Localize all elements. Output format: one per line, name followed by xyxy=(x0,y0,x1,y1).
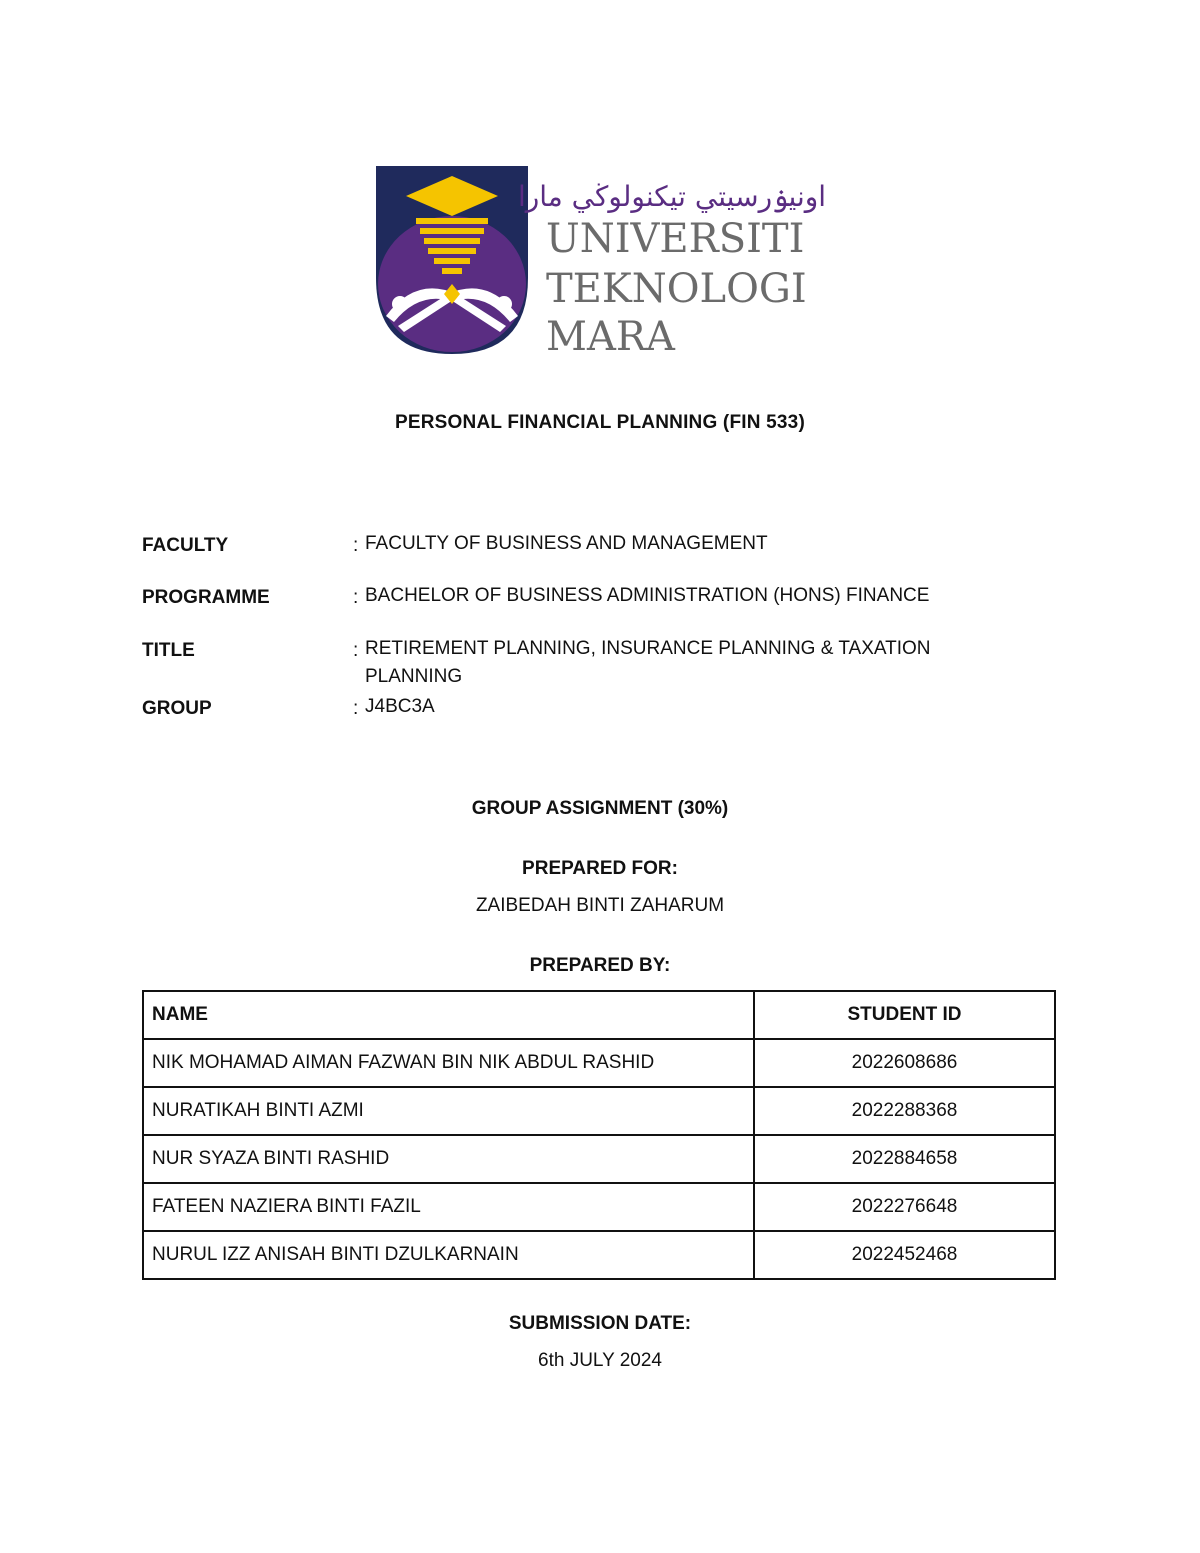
programme-colon: : xyxy=(353,587,359,608)
student-id: 2022276648 xyxy=(754,1183,1055,1231)
faculty-colon: : xyxy=(353,535,359,556)
group-label: GROUP xyxy=(142,698,212,719)
programme-value: BACHELOR OF BUSINESS ADMINISTRATION (HONS) FINANCE xyxy=(365,585,930,606)
title-label: TITLE xyxy=(142,640,195,661)
group-value: J4BC3A xyxy=(365,696,435,717)
logo-jawi-text: اونيۏرسيتي تيكنولوڬي مارا xyxy=(517,180,826,213)
table-row xyxy=(143,1039,1055,1087)
students-table xyxy=(142,990,1056,1280)
prepared-for-name: ZAIBEDAH BINTI ZAHARUM xyxy=(475,895,725,916)
programme-label: PROGRAMME xyxy=(142,587,270,608)
submission-date: 6th JULY 2024 xyxy=(538,1350,662,1371)
student-name: NIK MOHAMAD AIMAN FAZWAN BIN NIK ABDUL RASHID xyxy=(143,1039,754,1087)
logo-line-mara: MARA xyxy=(546,314,675,354)
student-name: NURUL IZZ ANISAH BINTI DZULKARNAIN xyxy=(143,1231,754,1279)
table-row xyxy=(143,1135,1055,1183)
student-name: NUR SYAZA BINTI RASHID xyxy=(143,1135,754,1183)
university-logo xyxy=(376,166,826,354)
table-row xyxy=(143,1087,1055,1135)
uitm-crest-icon xyxy=(376,166,826,354)
group-colon: : xyxy=(353,698,359,719)
table-header-row xyxy=(143,991,1055,1039)
prepared-by-label: PREPARED BY: xyxy=(529,955,671,976)
header-student-id: STUDENT ID xyxy=(754,991,1055,1039)
student-name: FATEEN NAZIERA BINTI FAZIL xyxy=(143,1183,754,1231)
faculty-label: FACULTY xyxy=(142,535,229,556)
student-name: NURATIKAH BINTI AZMI xyxy=(143,1087,754,1135)
student-id: 2022884658 xyxy=(754,1135,1055,1183)
title-colon: : xyxy=(353,640,359,661)
logo-line-teknologi: TEKNOLOGI xyxy=(546,266,807,312)
course-title: PERSONAL FINANCIAL PLANNING (FIN 533) xyxy=(395,412,805,433)
assignment-heading: GROUP ASSIGNMENT (30%) xyxy=(471,798,729,819)
prepared-for-label: PREPARED FOR: xyxy=(522,858,678,879)
faculty-value: FACULTY OF BUSINESS AND MANAGEMENT xyxy=(365,533,768,554)
logo-line-universiti: UNIVERSITI xyxy=(546,216,805,262)
header-name: NAME xyxy=(143,991,754,1039)
table-row xyxy=(143,1183,1055,1231)
title-value: RETIREMENT PLANNING, INSURANCE PLANNING & TAXATION PLANNING xyxy=(365,638,931,687)
student-id: 2022452468 xyxy=(754,1231,1055,1279)
student-id: 2022288368 xyxy=(754,1087,1055,1135)
student-id: 2022608686 xyxy=(754,1039,1055,1087)
submission-label: SUBMISSION DATE: xyxy=(508,1313,692,1334)
table-row xyxy=(143,1231,1055,1279)
